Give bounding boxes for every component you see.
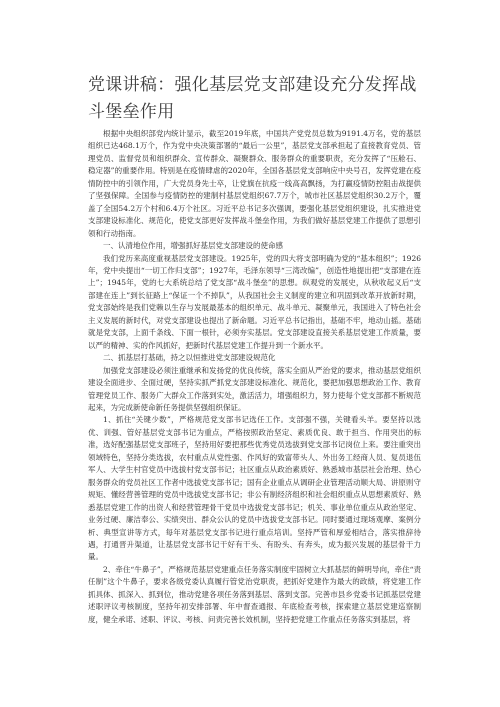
paragraph-history: 我们党历来高度重视基层党支部建设。1925年，党的四大将支部明确为党的“基本组织”；1926年，党中央提出“一切工作归支部”；1927年，毛泽东领导“三湾改编”，创造性地提出把“支部建在连上”；1945年，党的七大系统总结了党支部“战斗堡垒”的思想。纵观党的发展史，从秋收起义后“支部建在连上”到长征路上“保证一个不掉队”，从我国社会主义制度的建立和巩固到改革开放新时期，党支部始终是我们党赖以生存与发展最基本的组织单元、战斗单元、凝聚单元，我国进入了特色社会主义发展的新时代，对党支部建设也提出了新命题。习近平总书记指出，基础不牢，地动山摇。基础就是党支部，上面千条线、下面一根针，必须夯实基层。党支部建设直接关系基层党建工作质量，要以严的精神、实的作风抓好，把新时代基层党建工作提升到一个新水平。 — [88, 253, 421, 350]
paragraph-point-2: 2、牵住“牛鼻子”，严格规范基层党建重点任务落实制度牢固树立大抓基层的鲜明导向，牵住“责任制”这个牛鼻子，要求各级党委认真履行管党治党职责，把抓好党建作为最大的政绩，将党建工作抓具体、抓深入、抓到位，推动党建各项任务落到基层、落到支部。完善市县乡党委书记抓基层党建述职评议考核制度，坚持年初安排部署、年中督查通报、年底检查考核，探索建立基层党建巡察制度，健全承诺、述职、评议、考核、问责完善长效机制，坚持把党建工作重点任务落实到基层，将 — [88, 564, 421, 624]
document-title: 党课讲稿：强化基层党支部建设充分发挥战斗堡垒作用 — [88, 75, 417, 122]
section-heading-2: 二、抓基层打基础，持之以恒推进党支部建设规范化 — [103, 353, 276, 363]
paragraph-point-1: 1、抓住“关键少数”，严格规范党支部书记选任工作。支部强不强，关键看头羊。要坚持以选优、训强、管好基层党支部书记为重点，严格按照政治坚定、素质优良、敢于担当、作用突出的标准，选好配强基层党支部班子，坚持用好要把那些优秀党员选拔到党支部书记岗位上来。要注重突出领域特色，坚持分类选拔，农村重点从党性强、作风好的致富带头人、外出务工经商人员、复员退伍军人、大学生村官党员中选拔村党支部书记；社区重点从政治素质好、熟悉城市基层社会治理、热心服务群众的党员社区工作者中选拔党支部书记；国有企业重点从调研企业管理活动顺大局、讲原则守规矩、懂经营善管理的党员中选拔党支部书记；非公有制经济组织和社会组织重点从思想素质好、熟悉基层党建工作的出资人和经营管理骨干党员中选拔党支部书记；机关、事业单位重点从政治坚定、业务过硬、廉洁奉公、实绩突出、群众公认的党员中选拔党支部书记。同时要通过现场观摩、案例分析、典型宣讲等方式，每年对基层党支部书记进行重点培训。坚持严管和厚爱相结合，落实推辞待遇，打通晋升渠道，让基层党支部书记干好有干头、有盼头、有奔头，成为振兴发展的基层骨干力量。 — [88, 415, 421, 562]
section-heading-1: 一、认清地位作用，增强抓好基层党支部建设的使命感 — [103, 241, 283, 251]
paragraph-standardization: 加强党支部建设必须注重继承和发扬党的优良传统，落实全面从严治党的要求，推动基层党组织建设全面进步、全面过硬，坚持实抓严抓党支部建设标准化、规范化，要把加强思想政治工作、教育管理党员工作、服务广大群众工作落到实处，激活活力，增强组织力，努力使每个党支部都不断规范起来，为完成新使命新任务提供坚强组织保证。 — [88, 365, 421, 412]
document-body — [88, 128, 421, 626]
paragraph-intro: 根据中央组织部党内统计显示，截至2019年底，中国共产党党员总数为9191.4万名，党的基层组织已达468.1万个，作为党中央决策部署的“最后一公里”，基层党支部承担起了直接教育党员、管理党员、监督党员和组织群众、宣传群众、凝聚群众、服务群众的重要职责，充分发挥了“压舱石、稳定器”的重要作用。特别是在疫情肆虐的2020年，全国各基层党支部响应中央号召，发挥党建在疫情防控中的引领作用，广大党员身先士卒，让党旗在抗疫一线高高飘扬，为打赢疫情防控阻击战提供了坚强保障。全国参与疫情防控的建制村基层党组织67.7万个，城市社区基层党组织30.2万个，覆盖了全国54.2万个村和6.4万个社区。习近平总书记多次强调，要强化基层党组织建设，扎实推进党支部建设标准化、规范化，使党支部更好发挥战斗堡垒作用，为我们做好基层党建工作提供了思想引领和行动指南。 — [88, 129, 421, 238]
